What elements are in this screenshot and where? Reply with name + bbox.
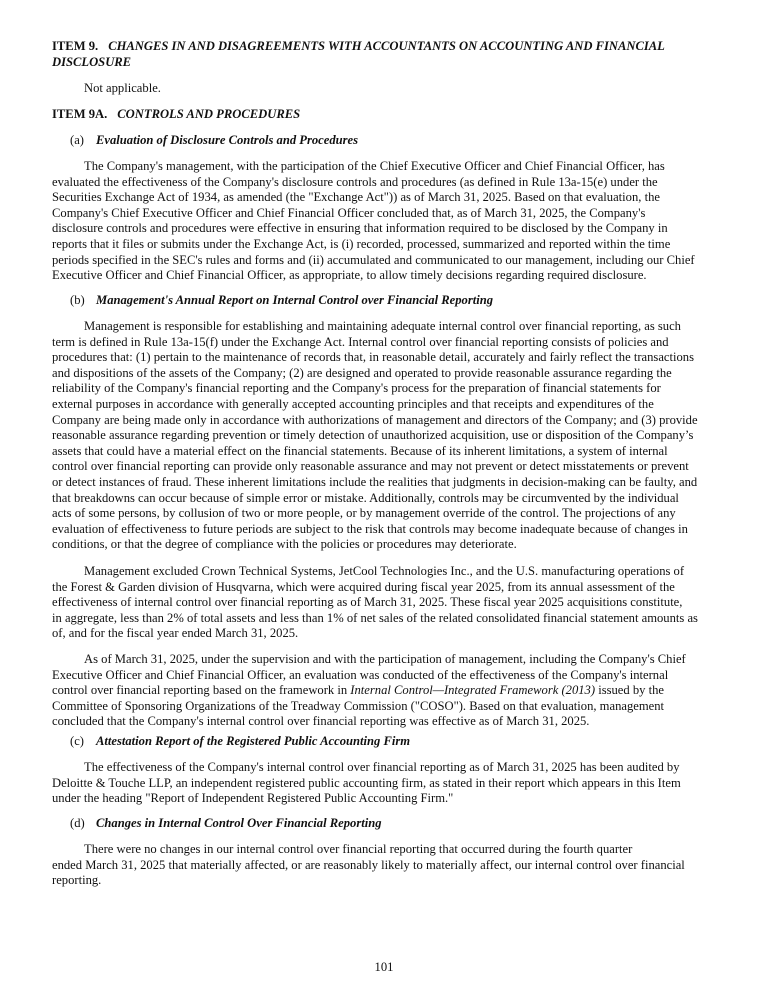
section-d-label: (d) [70,816,85,830]
section-a-heading [52,133,716,149]
text-line: and dispositions of the assets of the Company; (2) are designed and operated to provide reasonable assurance regarding the [52,365,672,380]
text-line: conditions, or that the degree of compliance with the policies or procedures may deteriorate. [52,537,517,552]
section-d-paragraph [52,842,716,889]
section-a-title: Evaluation of Disclosure Controls and Procedures [96,133,359,147]
text-line: under the heading "Report of Independent Registered Public Accounting Firm." [52,791,454,806]
section-a-paragraph [52,159,716,284]
text-line: effectiveness of internal control over financial reporting as of March 31, 2025. These fiscal year 2025 acquisitions constitute, [52,595,683,610]
page-number: 101 [374,960,394,974]
section-a-label: (a) [70,133,84,147]
text-line: disclosure controls and procedures were effective in ensuring that information required to be disclosed by the Company in [52,221,668,236]
text-line: concluded that the Company's internal control over financial reporting was effective as of March 31, 2025. [52,714,590,729]
framework-title: Internal Control—Integrated Framework (2013) [350,683,596,698]
text-line: Committee of Sponsoring Organizations of the Treadway Commission ("COSO"). Based on that evaluation, management [52,698,665,713]
text-line: There were no changes in our internal control over financial reporting that occurred during the fourth quarter [84,842,633,856]
text-segment: issued by the [595,683,664,698]
text-line: procedures that: (1) pertain to the maintenance of records that, in reasonable detail, accurately and fairly reflect the transactions [52,350,694,365]
section-b-heading [52,293,716,309]
text-line [52,683,716,699]
section-b-label: (b) [70,293,85,307]
section-b-paragraph-1 [52,319,716,553]
section-b-paragraph-2 [52,564,716,642]
text-line: external purposes in accordance with generally accepted accounting principles and that receipts and expenditures of the [52,396,654,411]
section-b-title: Management's Annual Report on Internal Control over Financial Reporting [96,293,494,307]
text-line: reporting. [52,873,102,888]
section-c-title: Attestation Report of the Registered Public Accounting Firm [96,734,411,748]
item-9-title-cont: DISCLOSURE [52,54,132,69]
text-line: or detect instances of fraud. These inherent limitations include the realities that judgments in decision-making can be faulty, and [52,474,698,489]
text-line: Company are being made only in accordance with authorizations of management and directors of the Company; and (3) provide [52,412,698,427]
text-line: reasonable assurance regarding prevention or timely detection of unauthorized acquisition, use or disposition of the Company’s [52,428,694,443]
section-c-label: (c) [70,734,84,748]
text-line: of, and for the fiscal year ended March 31, 2025. [52,626,299,641]
text-line: The effectiveness of the Company's internal control over financial reporting as of March 31, 2025 has been audited by [84,760,680,774]
text-line: control over financial reporting can provide only reasonable assurance and may not prevent or detect misstatements or prevent [52,459,689,474]
text-segment: control over financial reporting based on the framework in [52,683,351,698]
text-line: reliability of the Company's financial reporting and the Company's process for the preparation of financial statements for [52,381,661,396]
text-line: assets that could have a material effect on the financial statements. Because of its inherent limitations, a system of internal [52,443,668,458]
item-9a-title: CONTROLS AND PROCEDURES [117,107,301,121]
item-9-title: CHANGES IN AND DISAGREEMENTS WITH ACCOUNTANTS ON ACCOUNTING AND FINANCIAL [108,39,665,53]
text-line: evaluated the effectiveness of the Company's disclosure controls and procedures (as defined in Rule 13a-15(e) under the [52,174,658,189]
text-line: that breakdowns can occur because of simple error or mistake. Additionally, controls may be circumvented by the individual [52,490,679,505]
item-9a-label: ITEM 9A. [52,107,108,121]
text-line: reports that it files or submits under the Exchange Act, is (i) recorded, processed, summarized and reported within the time [52,236,671,251]
item-9-heading [52,39,716,70]
text-line: As of March 31, 2025, under the supervision and with the participation of management, including the Company's Chief [84,652,686,666]
text-line: Securities Exchange Act of 1934, as amended (the "Exchange Act")) as of March 31, 2025. Based on that evaluation, the [52,190,660,205]
section-d-heading [52,816,716,832]
text-line: Executive Officer and Chief Financial Officer, an evaluation was conducted of the effectiveness of the Company's internal [52,667,669,682]
text-line: The Company's management, with the participation of the Chief Executive Officer and Chief Financial Officer, has [84,159,665,173]
section-c-paragraph [52,760,716,807]
text-line: the Forest & Garden division of Husqvarna, which were acquired during fiscal year 2025, from its annual assessment of the [52,579,675,594]
text-line: Management excluded Crown Technical Systems, JetCool Technologies Inc., and the U.S. manufacturing operations of [84,564,685,578]
text-line: periods specified in the SEC's rules and forms and (ii) accumulated and communicated to our management, including our Chief [52,252,695,267]
text-line: Executive Officer and Chief Financial Officer, as appropriate, to allow timely decisions regarding required disclosure. [52,268,647,283]
text-line: evaluation of effectiveness to future periods are subject to the risk that controls may become inadequate because of changes in [52,521,688,536]
text-line: in aggregate, less than 2% of total assets and less than 1% of net sales of the related consolidated financial statement amounts as [52,610,698,625]
item-9-label: ITEM 9. [52,39,99,53]
text-line: term is defined in Rule 13a-15(f) under the Exchange Act. Internal control over financial reporting consists of policies and [52,334,669,349]
item-9-body: Not applicable. [84,81,161,95]
text-line: Deloitte & Touche LLP, an independent registered public accounting firm, as stated in their report which appears in this Item [52,775,681,790]
section-d-title: Changes in Internal Control Over Financial Reporting [96,816,382,830]
section-b-paragraph-3 [52,652,716,730]
text-line: acts of some persons, by collusion of two or more people, or by management override of the control. The projections of any [52,506,676,521]
text-line: Company's Chief Executive Officer and Chief Financial Officer concluded that, as of March 31, 2025, the Company's [52,205,646,220]
section-c-heading [52,734,716,750]
item-9a-heading [52,107,716,123]
text-line: Management is responsible for establishing and maintaining adequate internal control over financial reporting, as such [84,319,681,333]
text-line: ended March 31, 2025 that materially affected, or are reasonably likely to materially affect, our internal control over financial [52,857,685,872]
